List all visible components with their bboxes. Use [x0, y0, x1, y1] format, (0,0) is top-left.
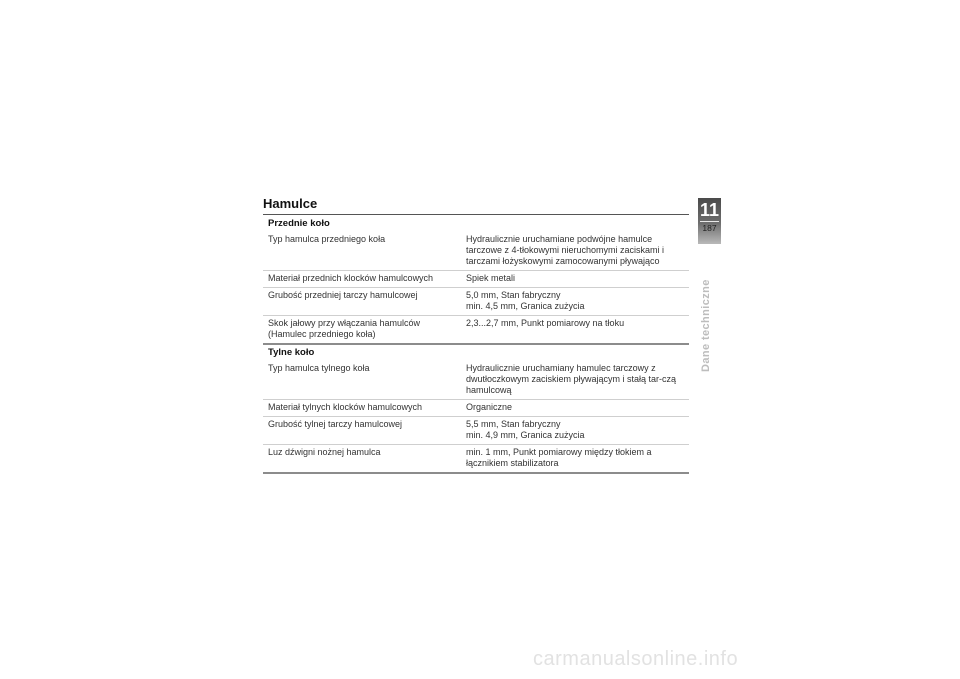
chapter-divider — [700, 221, 719, 222]
table-row — [263, 361, 689, 400]
spec-label: Grubość przedniej tarczy hamulcowej — [268, 290, 418, 300]
spec-value: Hydraulicznie uruchamiane podwójne hamulce tarczowe z 4-tłokowymi nieruchomymi zaciskami i tarczami łożyskowymi zamocowanymi pływająco — [466, 234, 665, 266]
spec-label: Skok jałowy przy włączania hamulców (Hamulec przedniego koła) — [268, 318, 421, 339]
spec-label: Materiał tylnych klocków hamulcowych — [268, 402, 423, 412]
spec-value-line: 5,0 mm, Stan fabryczny — [466, 290, 561, 300]
table-row — [263, 288, 689, 316]
title-divider — [263, 214, 689, 215]
spec-value-line: min. 4,9 mm, Granica zużycia — [466, 430, 585, 440]
brake-spec-table — [263, 216, 689, 474]
spec-label: Typ hamulca tylnego koła — [268, 363, 370, 373]
spec-label: Materiał przednich klocków hamulcowych — [268, 273, 434, 283]
table-row — [263, 271, 689, 288]
watermark: carmanualsonline.info — [533, 648, 739, 670]
spec-value — [462, 417, 689, 444]
table-row — [263, 232, 689, 271]
page-number: 187 — [702, 223, 717, 233]
spec-value-line: min. 4,5 mm, Granica zużycia — [466, 301, 585, 311]
section-title: Hamulce — [263, 196, 318, 211]
spec-value: 2,3...2,7 mm, Punkt pomiarowy na tłoku — [466, 318, 625, 328]
spec-value: Organiczne — [466, 402, 513, 412]
chapter-number: 11 — [699, 200, 720, 220]
spec-label: Grubość tylnej tarczy hamulcowej — [268, 419, 403, 429]
spec-label: Typ hamulca przedniego koła — [268, 234, 386, 244]
table-row — [263, 417, 689, 445]
spec-value-line: 5,5 mm, Stan fabryczny — [466, 419, 561, 429]
table-row — [263, 400, 689, 417]
spec-value: Spiek metali — [466, 273, 516, 283]
spec-label: Luz dźwigni nożnej hamulca — [268, 447, 381, 457]
spec-value: min. 1 mm, Punkt pomiarowy między tłokiem a łącznikiem stabilizatora — [466, 447, 652, 468]
table-row — [263, 445, 689, 474]
group-heading-rear-wheel: Tylne koło — [268, 347, 315, 358]
chapter-tab — [698, 198, 721, 244]
spec-value: Hydraulicznie uruchamiany hamulec tarczowy z dwutłoczkowym zaciskiem pływającym i stałą tar-czą hamulcową — [466, 363, 677, 395]
spec-value — [462, 288, 689, 315]
group-heading-front-wheel: Przednie koło — [268, 218, 330, 229]
chapter-side-label: Dane techniczne — [700, 279, 712, 372]
table-row — [263, 316, 689, 345]
